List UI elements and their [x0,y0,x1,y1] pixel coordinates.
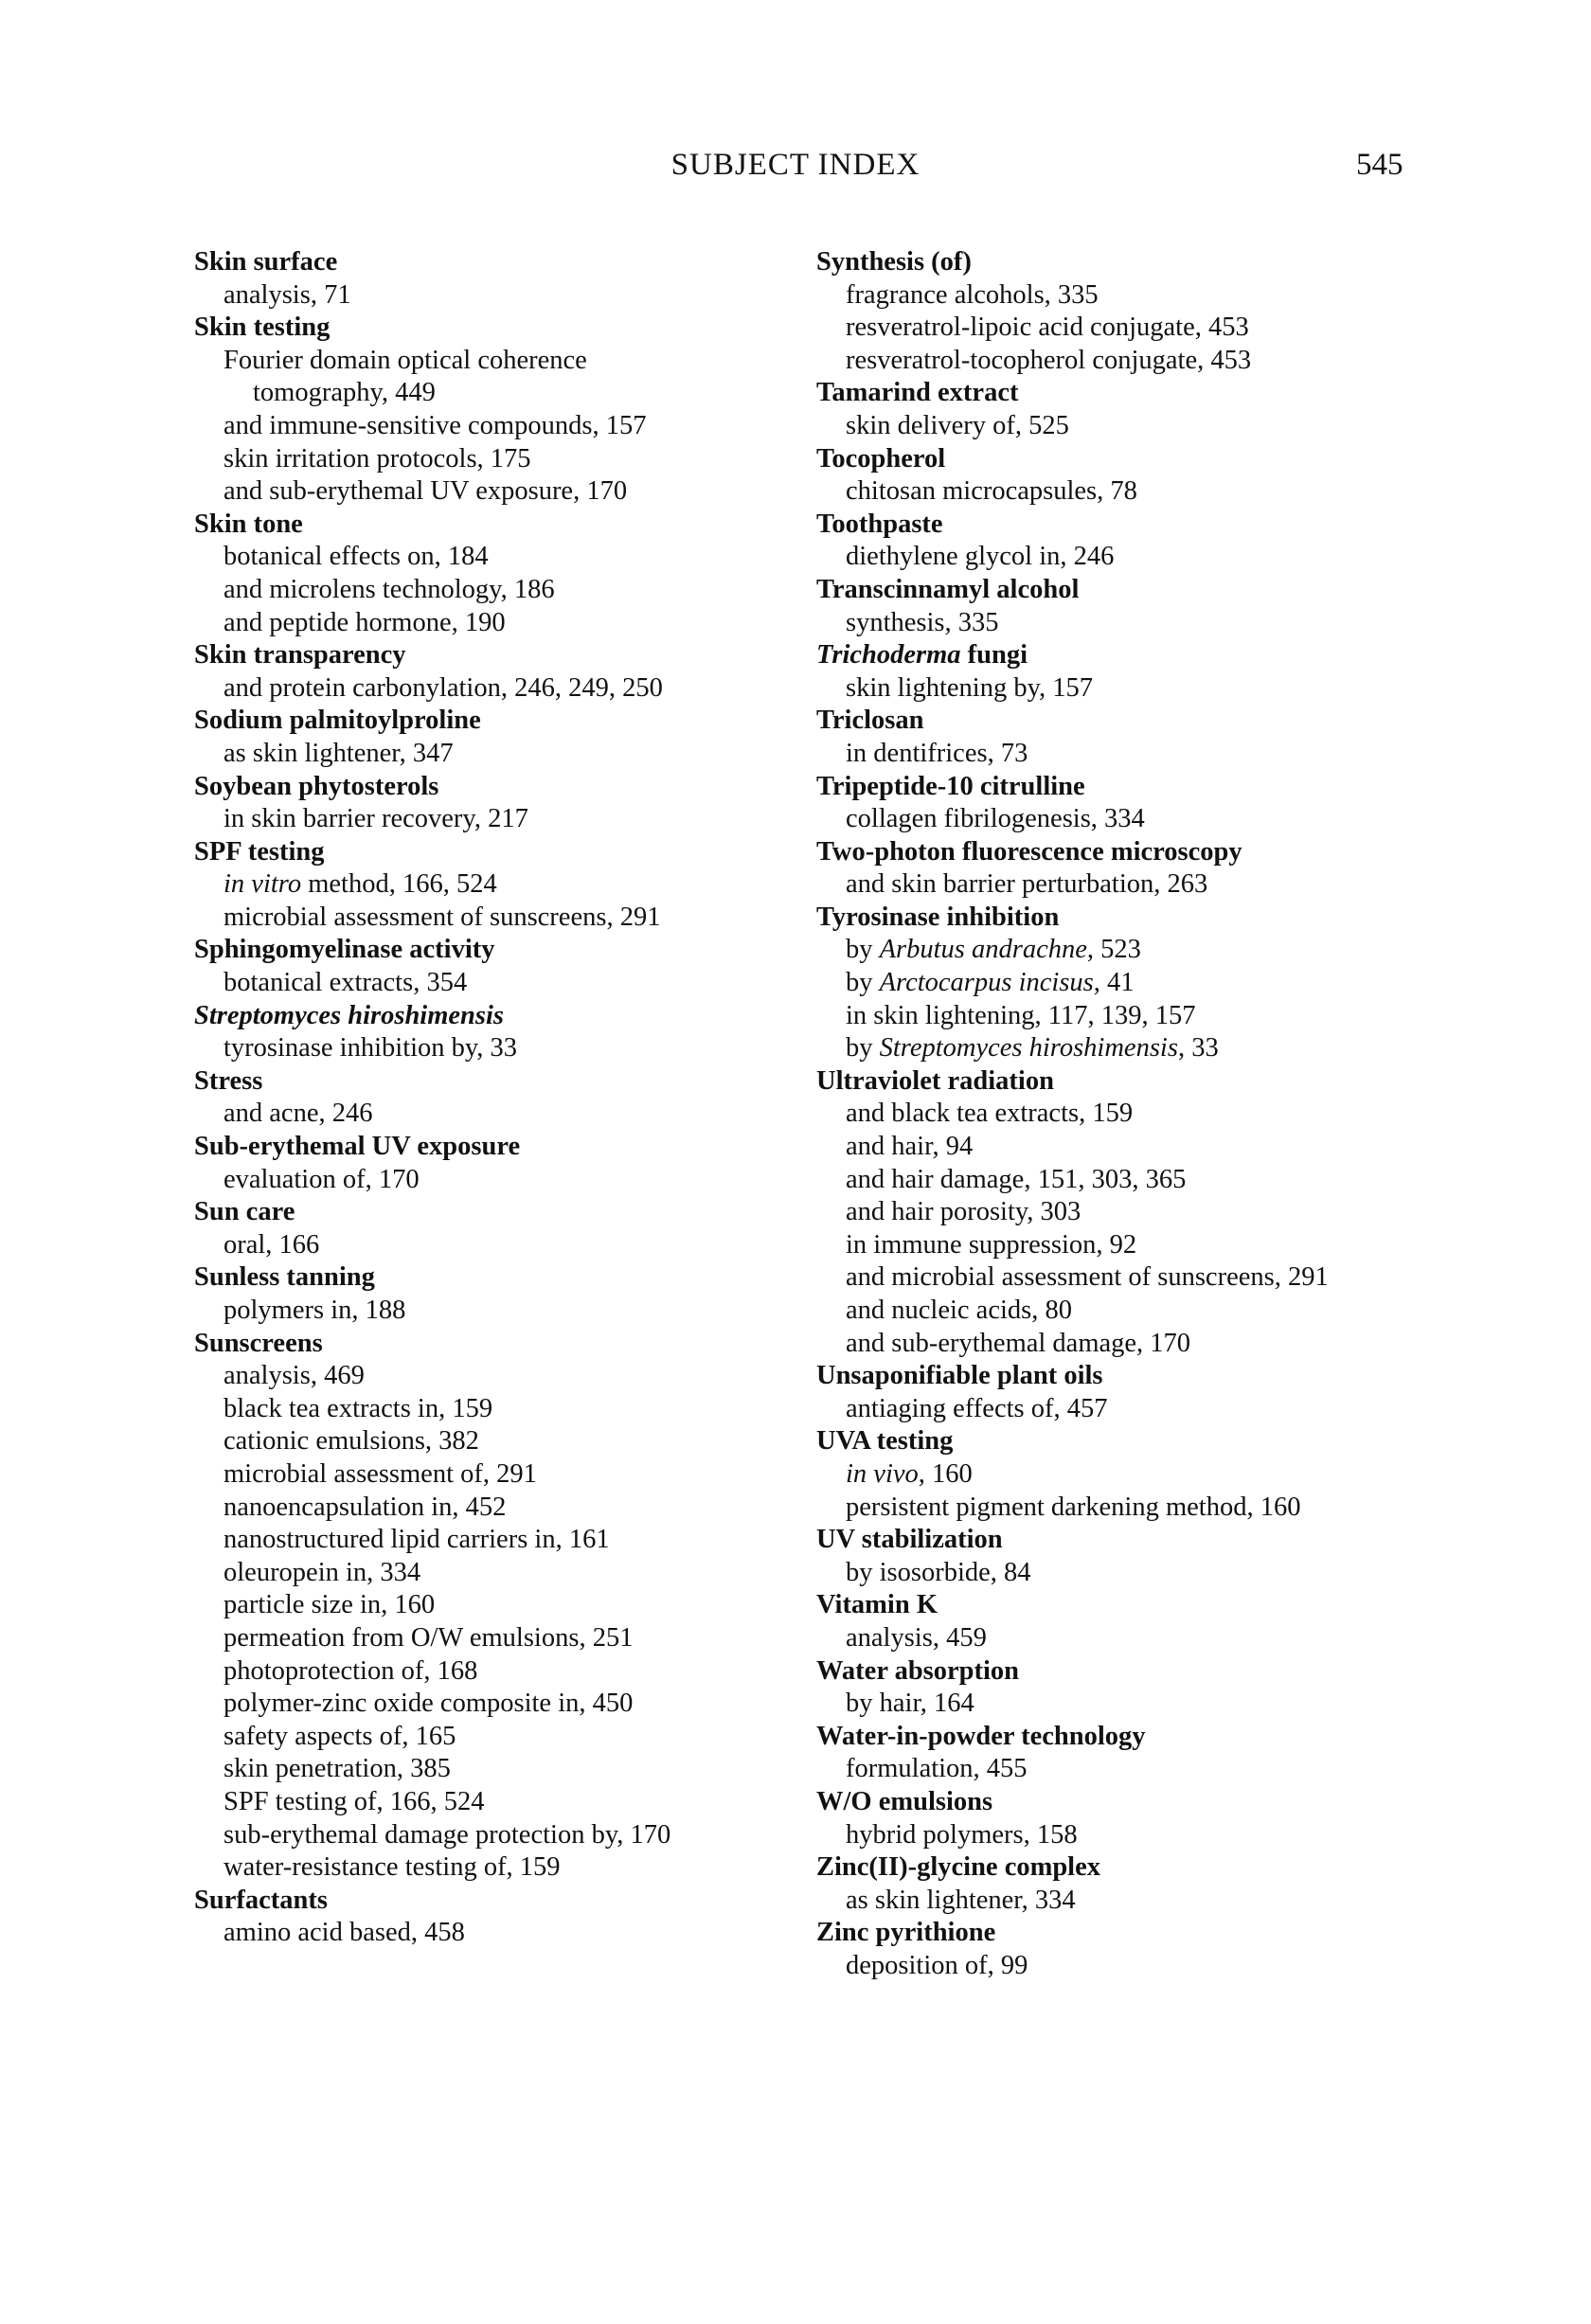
index-subentry: microbial assessment of sunscreens, 291 [223,902,661,932]
subentry-text: , 41 [1093,968,1135,998]
index-entry [816,902,1517,1065]
index-entry [816,1360,1517,1425]
index-subentry: evaluation of, 170 [223,1164,420,1194]
index-subentry: and hair damage, 151, 303, 365 [846,1164,1187,1194]
index-subentry: nanostructured lipid carriers in, 161 [223,1525,610,1555]
index-entry [816,574,1517,639]
index-heading: Tamarind extract [816,378,1019,408]
index-subentry: by hair, 164 [846,1689,974,1719]
index-heading: SPF testing [194,836,325,867]
index-entry [194,1196,876,1261]
subentry-text: by [846,968,880,998]
index-subentry: analysis, 71 [223,279,351,310]
index-heading: Surfactants [194,1885,328,1915]
index-heading: UVA testing [816,1426,954,1457]
index-entry [816,1786,1517,1851]
index-subentry: deposition of, 99 [846,1950,1028,1980]
subentry-text: , 160 [918,1458,973,1489]
index-entry [194,934,876,999]
index-heading: Triclosan [816,706,924,736]
index-entry [816,771,1517,836]
index-subentry: diethylene glycol in, 246 [846,542,1115,572]
index-entry [194,705,876,770]
index-heading [816,639,1517,672]
index-subentry: and sub-erythemal damage, 170 [846,1328,1191,1358]
index-heading: Soybean phytosterols [194,771,439,801]
index-subentry: formulation, 455 [846,1754,1028,1784]
index-subentry: as skin lightener, 347 [223,738,454,768]
index-subentry: fragrance alcohols, 335 [846,279,1099,310]
index-heading: Zinc pyrithione [816,1918,996,1948]
index-entry [816,1721,1517,1786]
index-subentry: skin delivery of, 525 [846,410,1069,440]
index-subentry: in skin lightening, 117, 139, 157 [846,1000,1196,1030]
index-subentry: safety aspects of, 165 [223,1721,456,1751]
index-subentry: skin irritation protocols, 175 [223,443,531,474]
index-heading: Skin surface [194,247,338,277]
heading-text: fungi [960,640,1028,670]
index-subentry: and skin barrier perturbation, 263 [846,869,1208,900]
index-heading: Tocopherol [816,443,946,474]
italic-term: Arctocarpus incisus [879,968,1094,998]
index-subentry: as skin lightener, 334 [846,1885,1076,1915]
index-subentry: oral, 166 [223,1229,320,1260]
index-subentry: skin lightening by, 157 [846,672,1093,703]
subentry-text: method, 166, 524 [308,869,497,900]
index-subentry: antiaging effects of, 457 [846,1393,1108,1423]
index-subentry: and acne, 246 [223,1099,373,1129]
index-entry [816,1917,1517,1982]
index-subentry: analysis, 469 [223,1361,365,1391]
index-entry [194,771,876,836]
index-heading: Sodium palmitoylproline [194,706,481,736]
index-heading: Synthesis (of) [816,247,972,277]
index-subentry: and peptide hormone, 190 [223,607,506,637]
index-heading: Toothpaste [816,509,943,539]
italic-term: Trichoderma [816,640,961,670]
index-entry [194,1065,876,1131]
index-entry [816,639,1517,705]
index-subentry: SPF testing of, 166, 524 [223,1786,485,1816]
index-subentry: collagen fibrilogenesis, 334 [846,804,1145,834]
index-subentry: and microbial assessment of sunscreens, 291 [846,1262,1329,1293]
index-entry [816,1425,1517,1524]
index-subentry: sub-erythemal damage protection by, 170 [223,1819,671,1850]
index-subentry: skin penetration, 385 [223,1754,451,1784]
index-heading: Unsaponifiable plant oils [816,1361,1103,1391]
index-subentry: water-resistance testing of, 159 [223,1852,561,1883]
index-entry [816,246,1517,377]
italic-term: Arbutus andrachne [879,935,1087,965]
index-subentry: oleuropein in, 334 [223,1557,421,1587]
index-entry [194,1885,876,1950]
index-subentry: permeation from O/W emulsions, 251 [223,1622,634,1653]
index-heading: Sub-erythemal UV exposure [194,1132,521,1162]
subentry-text: , 523 [1086,935,1141,965]
index-subentry: and microlens technology, 186 [223,574,555,604]
index-subentry: by isosorbide, 84 [846,1557,1031,1587]
index-heading: Skin tone [194,509,303,539]
index-subentry: polymer-zinc oxide composite in, 450 [223,1689,634,1719]
index-subentry: and immune-sensitive compounds, 157 [223,410,647,440]
index-subentry: botanical extracts, 354 [223,968,468,998]
index-subentry: analysis, 459 [846,1622,987,1653]
index-heading: Water-in-powder technology [816,1721,1146,1751]
index-subentry: botanical effects on, 184 [223,542,489,572]
index-entry [816,509,1517,574]
index-heading: Transcinnamyl alcohol [816,574,1080,604]
running-head-title: SUBJECT INDEX [670,148,921,182]
index-heading: Zinc(II)-glycine complex [816,1852,1101,1883]
index-subentry-continuation: tomography, 449 [253,378,436,408]
index-entry [194,1328,876,1885]
index-subentry: in dentifrices, 73 [846,738,1028,768]
index-entry [194,1131,876,1196]
index-heading: Water absorption [816,1655,1020,1686]
index-subentry: and protein carbonylation, 246, 249, 250 [223,672,663,703]
index-entry [816,1524,1517,1589]
subentry-text: by [846,1033,880,1064]
index-heading: Tripeptide-10 citrulline [816,771,1085,801]
index-subentry: and black tea extracts, 159 [846,1099,1134,1129]
index-subentry: hybrid polymers, 158 [846,1819,1078,1850]
index-subentry: particle size in, 160 [223,1590,436,1620]
italic-term: in vitro [223,869,302,900]
index-heading: Tyrosinase inhibition [816,902,1060,932]
index-heading: Vitamin K [816,1590,938,1620]
index-subentry: Fourier domain optical coherence [223,345,587,375]
index-subentry: in skin barrier recovery, 217 [223,804,528,834]
index-entry [194,1261,876,1327]
index-subentry [194,868,876,902]
italic-term: in vivo [846,1458,919,1489]
index-subentry: photoprotection of, 168 [223,1655,478,1686]
index-entry [816,1655,1517,1721]
index-subentry: synthesis, 335 [846,607,999,637]
index-heading: W/O emulsions [816,1786,993,1816]
index-entry [816,836,1517,902]
index-subentry [816,1032,1517,1065]
index-entry [816,1589,1517,1654]
index-subentry: and sub-erythemal UV exposure, 170 [223,476,628,507]
index-heading: Streptomyces hiroshimensis [194,1000,504,1030]
index-column-left [194,246,876,1950]
index-column-right [816,246,1517,1982]
index-entry [194,509,876,639]
index-entry [816,1851,1517,1917]
index-heading: Skin transparency [194,640,406,670]
index-entry [194,639,876,705]
index-subentry: nanoencapsulation in, 452 [223,1492,507,1522]
index-subentry: amino acid based, 458 [223,1918,465,1948]
index-entry [194,312,876,509]
index-subentry [816,1458,1517,1492]
index-subentry: and hair porosity, 303 [846,1197,1082,1227]
index-heading: UV stabilization [816,1525,1003,1555]
index-entry [816,443,1517,509]
index-heading: Stress [194,1065,263,1096]
page-header [0,144,1591,186]
subentry-text: by [846,935,880,965]
index-subentry: in immune suppression, 92 [846,1229,1137,1260]
index-subentry: and hair, 94 [846,1132,974,1162]
index-subentry: polymers in, 188 [223,1296,406,1325]
index-subentry: persistent pigment darkening method, 160 [846,1492,1301,1522]
index-heading: Skin testing [194,313,331,343]
index-subentry: and nucleic acids, 80 [846,1296,1072,1325]
index-entry [194,246,876,312]
index-subentry: resveratrol-tocopherol conjugate, 453 [846,345,1252,375]
index-heading: Ultraviolet radiation [816,1065,1054,1096]
index-heading: Two-photon fluorescence microscopy [816,836,1242,867]
index-heading: Sunscreens [194,1328,323,1358]
index-subentry: resveratrol-lipoic acid conjugate, 453 [846,313,1249,343]
index-heading: Sphingomyelinase activity [194,935,495,965]
index-subentry: cationic emulsions, 382 [223,1426,479,1457]
index-heading: Sun care [194,1197,295,1227]
italic-term: Streptomyces hiroshimensis [879,1033,1178,1064]
index-entry [194,836,876,935]
index-subentry: microbial assessment of, 291 [223,1458,537,1489]
index-subentry: tyrosinase inhibition by, 33 [223,1033,518,1064]
index-entry [194,1000,876,1065]
index-subentry [816,934,1517,967]
index-subentry: chitosan microcapsules, 78 [846,476,1137,507]
index-heading: Sunless tanning [194,1262,375,1293]
index-subentry: black tea extracts in, 159 [223,1393,493,1423]
subentry-text: , 33 [1177,1033,1219,1064]
index-entry [816,1065,1517,1360]
index-entry [816,377,1517,442]
index-subentry [816,967,1517,1000]
index-entry [816,705,1517,770]
page-number: 545 [1356,148,1403,182]
